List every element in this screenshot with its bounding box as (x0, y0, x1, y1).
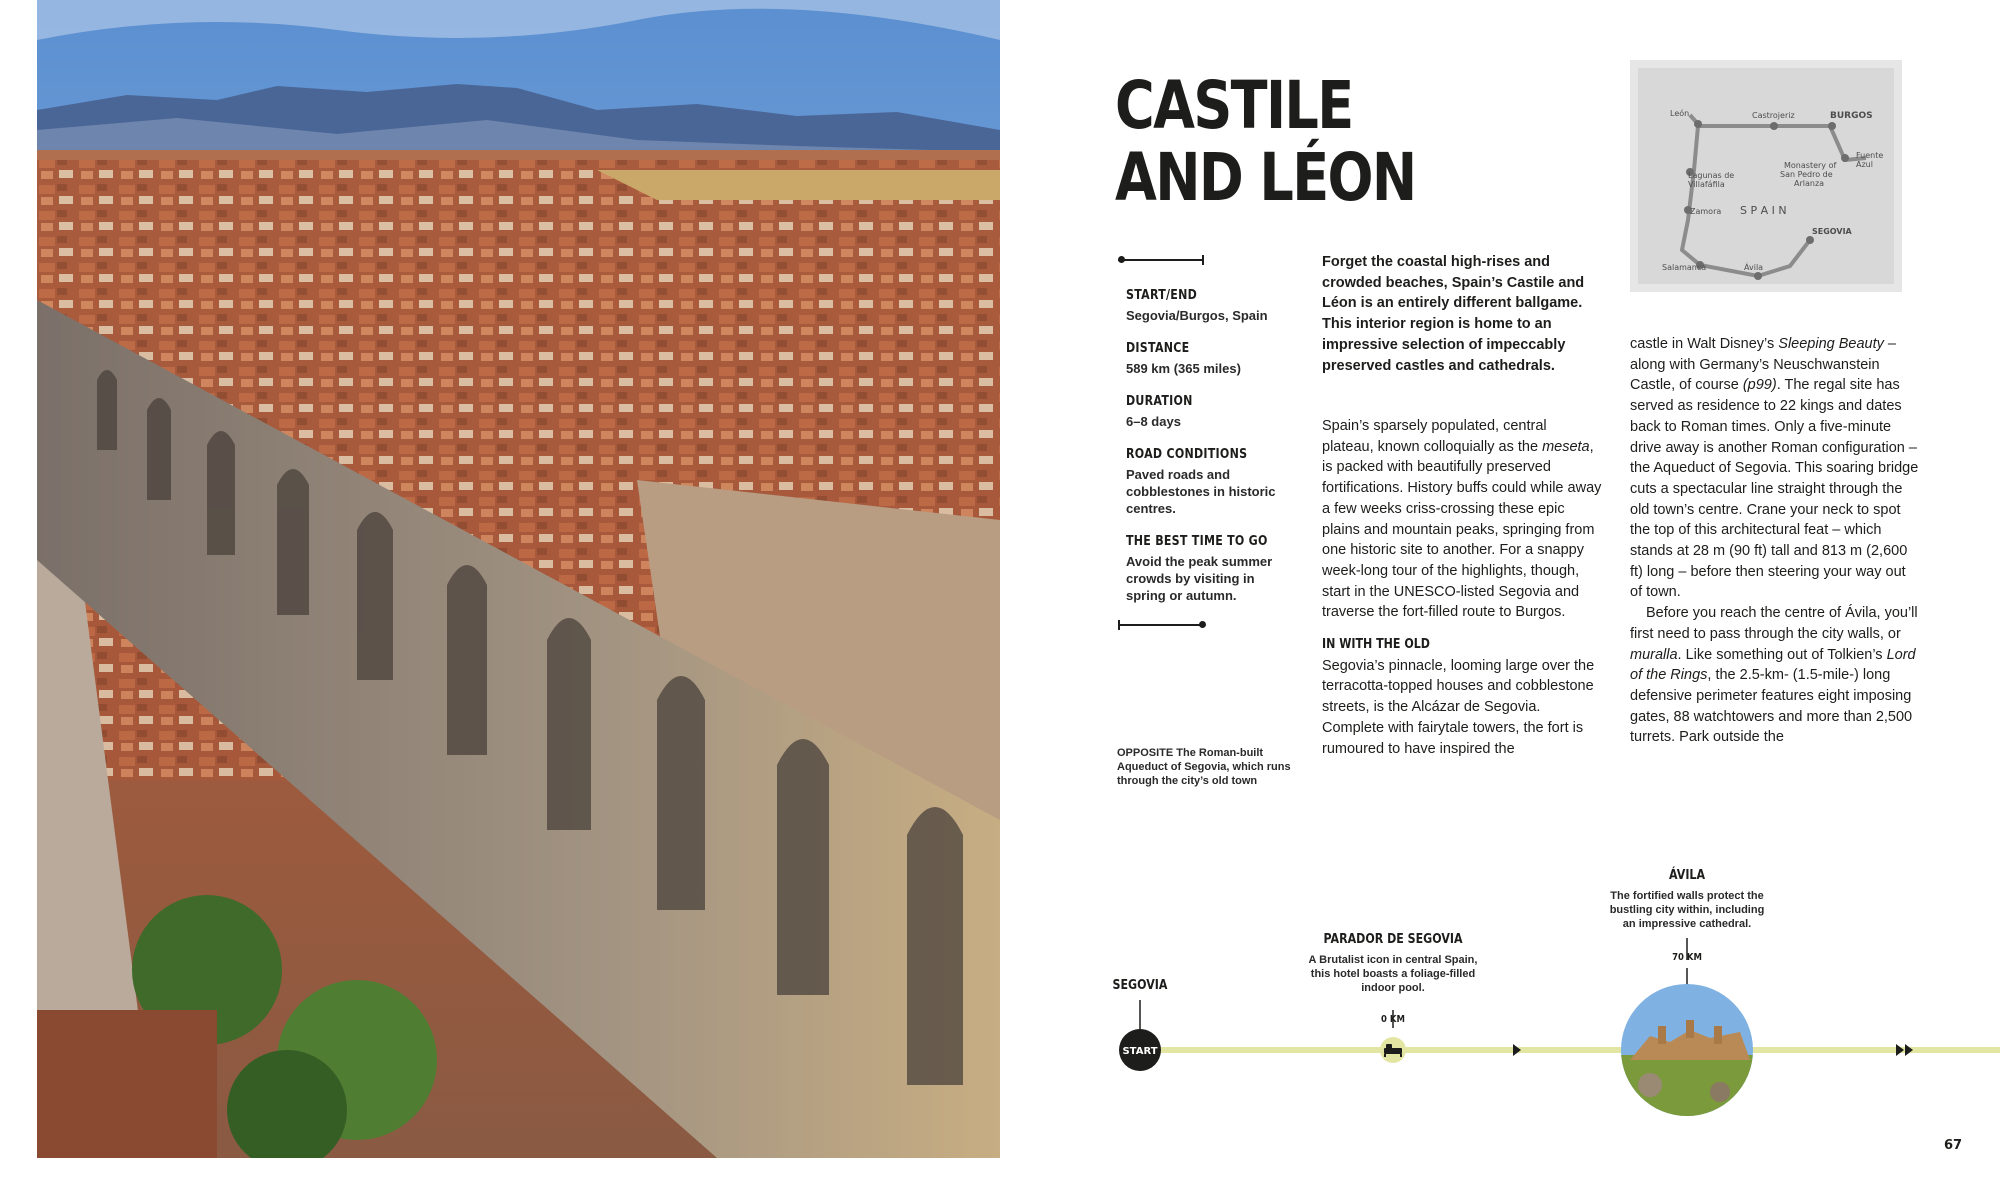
map-label-leon: León (1670, 109, 1690, 118)
fact-distance: DISTANCE 589 km (365 miles) (1126, 341, 1241, 376)
aqueduct-photo (37, 0, 1000, 1158)
map-label-avila: Ávila (1744, 263, 1764, 272)
start-label: START (1122, 1046, 1158, 1057)
map-label-monastery-1: Monastery of (1784, 161, 1837, 170)
map-label-segovia: SEGOVIA (1812, 227, 1852, 236)
stop-segovia-title: SEGOVIA (1112, 978, 1168, 993)
map-label-lagunas-1: Lagunas de (1688, 171, 1735, 180)
map-label-zamora: Zamora (1690, 207, 1722, 216)
fact-road-conditions: ROAD CONDITIONS Paved roads and cobblestones in historic centres. (1126, 447, 1276, 516)
avila-photo (1621, 984, 1753, 1116)
map-label-monastery-2: San Pedro de (1780, 170, 1833, 179)
map-label-azul: Azul (1856, 160, 1873, 169)
stop-avila-desc: The fortified walls protect the bustling city within, including an impressive cathedral. (1609, 890, 1765, 930)
body-paragraph: Segovia’s pinnacle, looming large over the terracotta-topped houses and cobblestone streets, is the Alcázar de Segovia. Complete with fairytale towers, the fort is rumoured to have inspired the (1322, 657, 1595, 757)
arrow-icon (1513, 1044, 1521, 1056)
stop-parador-title: PARADOR DE SEGOVIA (1323, 932, 1463, 947)
map-label-castrojeriz: Castrojeriz (1752, 111, 1795, 120)
fact-duration: DURATION 6–8 days (1126, 394, 1193, 429)
map-label-monastery-3: Arlanza (1794, 179, 1825, 188)
stop-avila-title: ÁVILA (1668, 868, 1706, 883)
map-label-lagunas-2: Villafáfila (1688, 180, 1725, 189)
map-label-spain: S P A I N (1740, 204, 1787, 217)
fact-best-time: THE BEST TIME TO GO Avoid the peak summer crowds by visiting in spring or autumn. (1126, 534, 1273, 603)
route-map (1630, 60, 1902, 292)
facts-top-rule (1118, 259, 1204, 261)
section-heading: IN WITH THE OLD (1322, 637, 1430, 653)
body-paragraph: Spain’s sparsely populated, central plateau, known colloquially as the meseta, is packed with beautifully preserved fortifications. History buffs could while away a few weeks criss-crossing these epic plains and mountain peaks, springing from one historic site to another. For a snappy week-long tour of the highlights, though, start in the UNESCO-listed Segovia and traverse the fort-filled route to Burgos. (1322, 418, 1602, 621)
page-title (1115, 67, 1416, 216)
map-label-fuente: Fuente (1856, 151, 1884, 160)
facts-bottom-rule (1118, 624, 1204, 626)
photo-caption: OPPOSITE The Roman-built Aqueduct of Segovia, which runs through the city’s old town (1117, 747, 1291, 787)
page-number: 67 (1944, 1138, 1963, 1153)
map-label-salamanca: Salamanca (1662, 263, 1707, 272)
body-column-2 (1630, 334, 1920, 748)
body-column-1 (1322, 416, 1602, 759)
body-paragraph: castle in Walt Disney’s Sleeping Beauty – along with Germany’s Neuschwanstein Castle, of course (p99). The regal site has served as residence to 22 kings and dates back to Roman times. Only a five-minute drive away is another Roman configuration – the Aqueduct of Segovia. This soaring bridge cuts a spectacular line straight through the old town’s centre. Crane your neck to spot the top of this architectural feat – which stands at 28 m (90 ft) tall and 813 m (2,600 ft) long – before then steering your way out of town. (1630, 336, 1919, 601)
trip-facts (1126, 288, 1296, 621)
intro-text: Forget the coastal high-rises and crowded beaches, Spain’s Castile and Léon is an entirely different ballgame. This interior region is home to an impressive selection of impeccably preserved castles and cathedrals. (1322, 254, 1585, 374)
title-line-1: CASTILE (1115, 67, 1353, 144)
stop-avila-km: 70 KM (1672, 952, 1702, 963)
stop-parador-desc: A Brutalist icon in central Spain, this hotel boasts a foliage-filled indoor pool. (1308, 954, 1478, 994)
map-label-burgos: BURGOS (1830, 111, 1873, 121)
route-timeline (1110, 860, 2000, 1120)
title-line-2: AND LÉON (1115, 139, 1416, 216)
fact-start-end: START/END Segovia/Burgos, Spain (1126, 288, 1268, 323)
stop-parador-km: 0 KM (1381, 1014, 1405, 1025)
body-paragraph: Before you reach the centre of Ávila, you’ll first need to pass through the city walls, or muralla. Like something out of Tolkien’s Lord of the Rings, the 2.5-km- (1.5-mile-) long defensive perimeter features eight imposing gates, 88 watchtowers and more than 2,500 turrets. Park outside the (1630, 605, 1918, 746)
